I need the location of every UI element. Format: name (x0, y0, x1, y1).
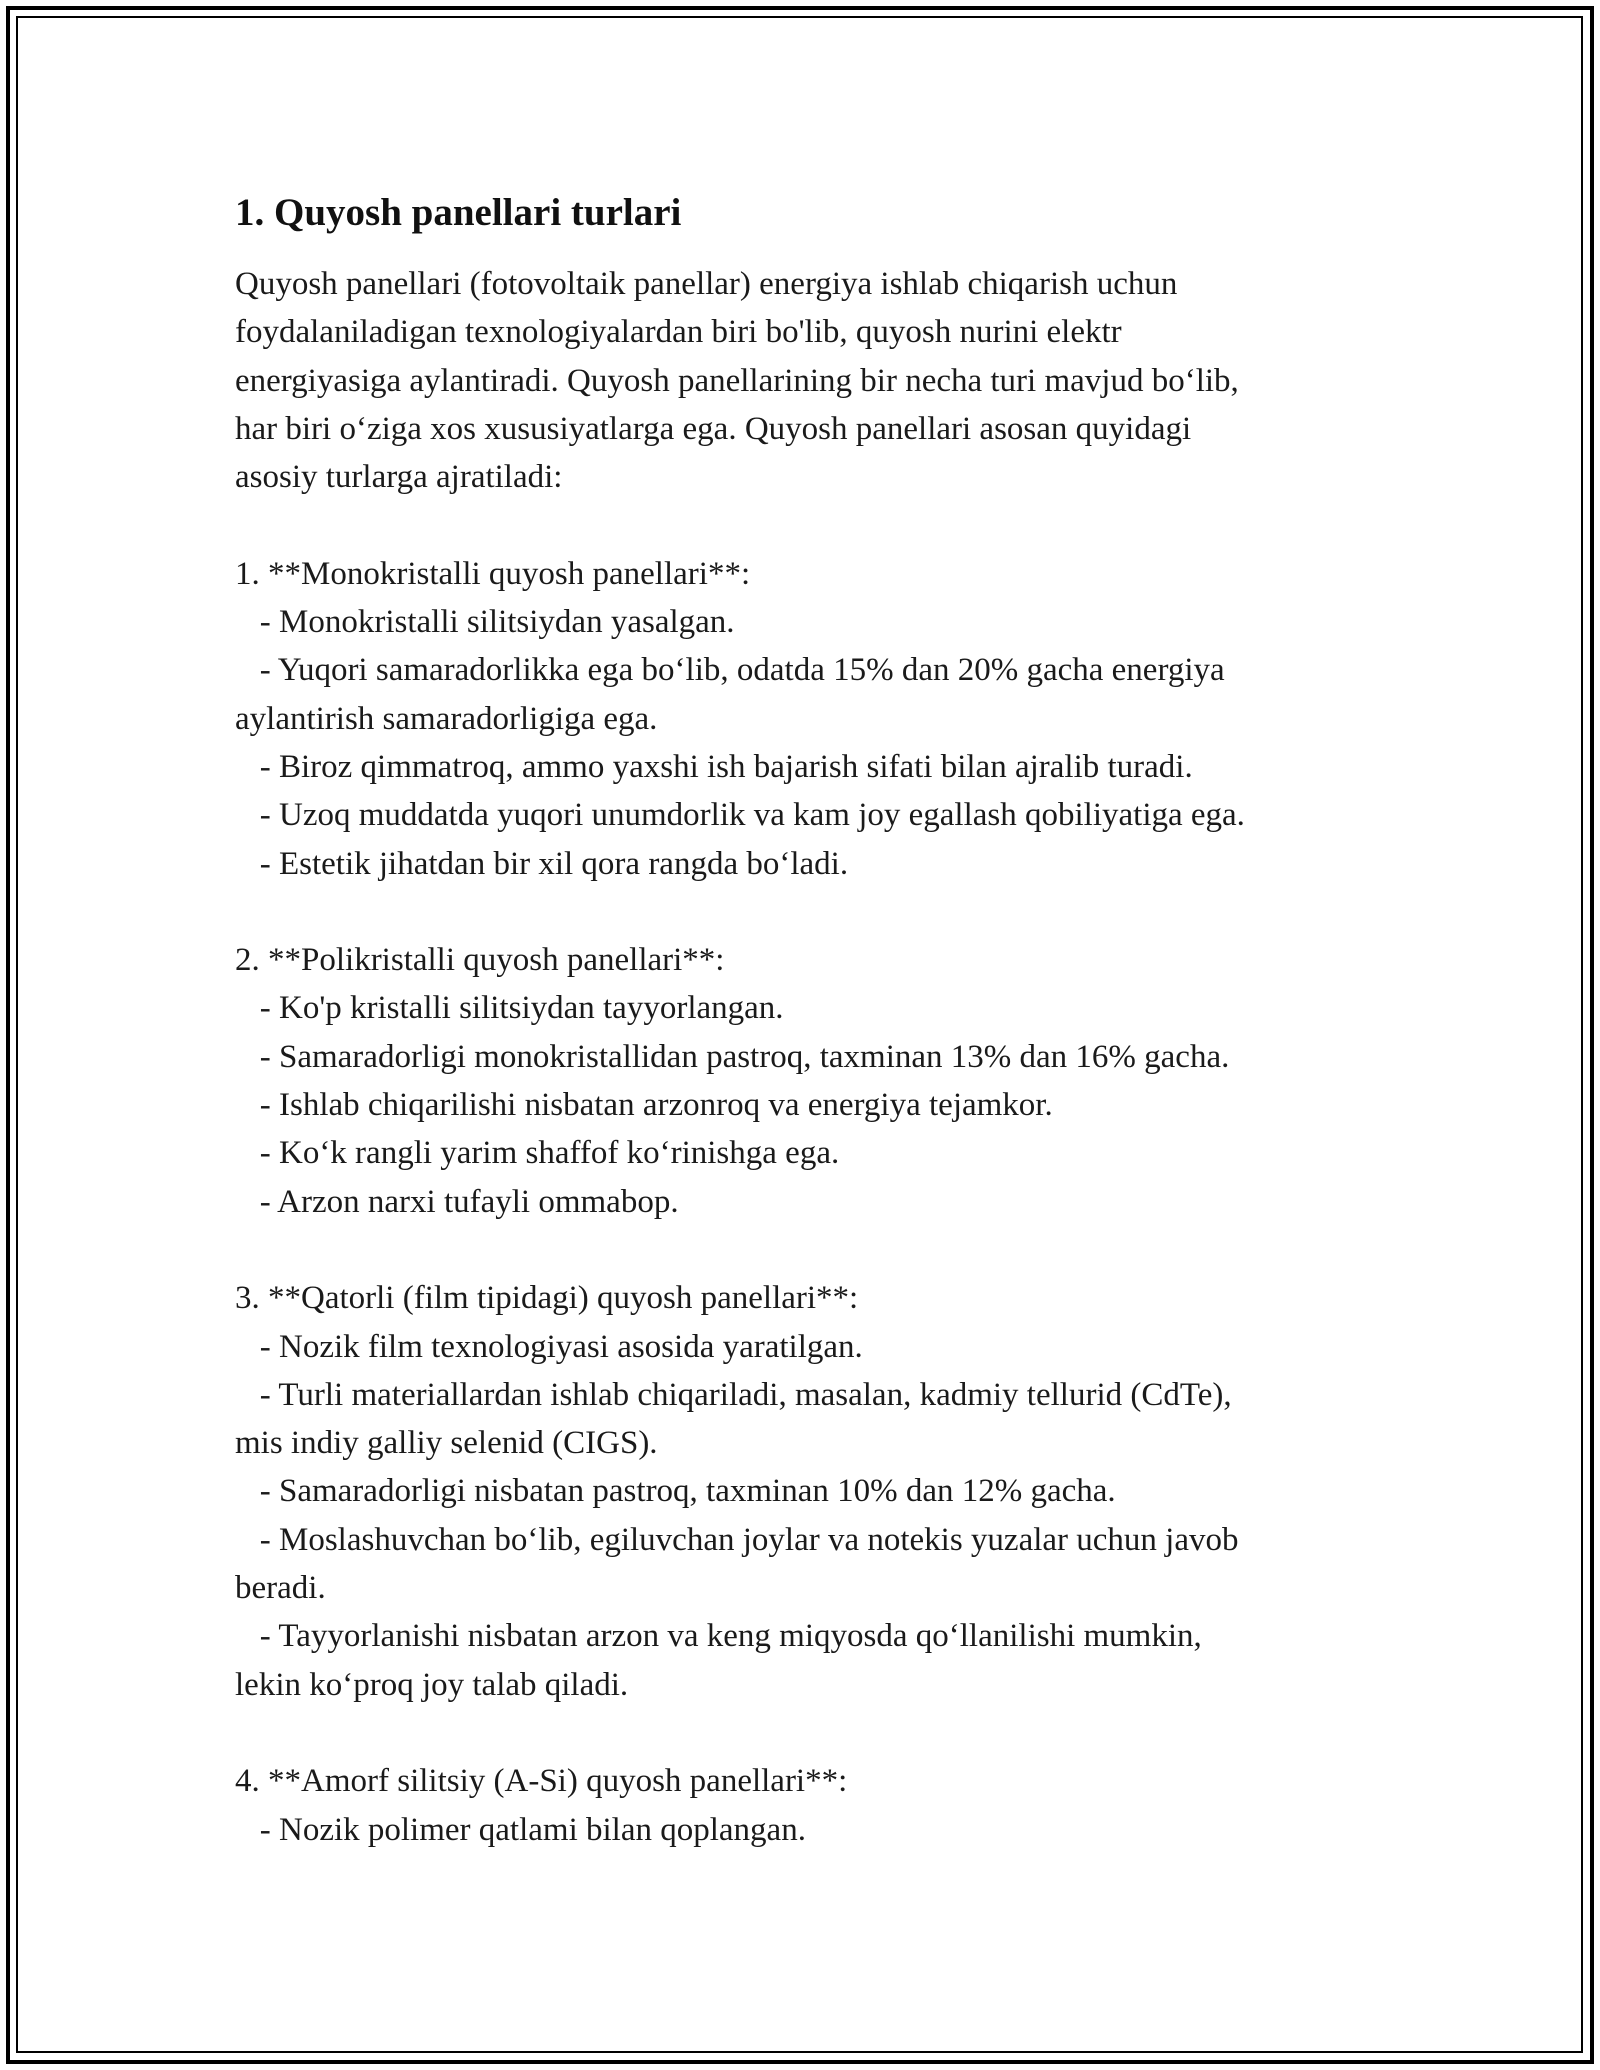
intro-line: Quyosh panellari (fotovoltaik panellar) energiya ishlab chiqarish uchun (235, 266, 1178, 302)
section-title: 3. **Qatorli (film tipidagi) quyosh panellari**: (235, 1280, 859, 1317)
list-item: - Moslashuvchan bo‘lib, egiluvchan joylar va notekis yuzalar uchun javob (235, 1521, 1239, 1558)
page-title: 1. Quyosh panellari turlari (235, 191, 682, 234)
intro-paragraph (235, 260, 1415, 501)
list-item: - Nozik polimer qatlami bilan qoplangan. (235, 1811, 806, 1848)
intro-line: har biri o‘ziga xos xususiyatlarga ega. Quyosh panellari asosan quyidagi (235, 410, 1192, 447)
section-monocrystalline (235, 550, 1415, 888)
list-item: - Nozik film texnologiyasi asosida yaratilgan. (235, 1328, 863, 1365)
spacer (235, 888, 1415, 936)
section-title: 4. **Amorf silitsiy (A-Si) quyosh panellari**: (235, 1763, 848, 1800)
list-item: - Monokristalli silitsiydan yasalgan. (235, 604, 735, 641)
list-item: mis indiy galliy selenid (CIGS). (235, 1425, 658, 1462)
list-item: aylantirish samaradorligiga ega. (235, 700, 658, 737)
list-item: - Arzon narxi tufayli ommabop. (235, 1183, 679, 1220)
document-body (235, 188, 1415, 1854)
list-item: - Estetik jihatdan bir xil qora rangda bo‘ladi. (235, 845, 849, 882)
intro-line: energiyasiga aylantiradi. Quyosh panellarining bir necha turi mavjud bo‘lib, (235, 362, 1239, 399)
intro-line: asosiy turlarga ajratiladi: (235, 459, 563, 496)
list-item: - Samaradorligi nisbatan pastroq, taxminan 10% dan 12% gacha. (235, 1473, 1116, 1510)
list-item: - Turli materiallardan ishlab chiqariladi, masalan, kadmiy tellurid (CdTe), (235, 1376, 1232, 1413)
spacer (235, 1709, 1415, 1757)
spacer (235, 1226, 1415, 1274)
list-item: beradi. (235, 1570, 326, 1607)
section-title: 1. **Monokristalli quyosh panellari**: (235, 555, 751, 592)
spacer (235, 501, 1415, 549)
list-item: - Yuqori samaradorlikka ega bo‘lib, odatda 15% dan 20% gacha energiya (235, 652, 1225, 689)
list-item: - Uzoq muddatda yuqori unumdorlik va kam joy egallash qobiliyatiga ega. (235, 797, 1245, 834)
section-thin-film (235, 1274, 1415, 1709)
section-polycrystalline (235, 936, 1415, 1226)
list-item: - Samaradorligi monokristallidan pastroq, taxminan 13% dan 16% gacha. (235, 1038, 1230, 1075)
intro-line: foydalaniladigan texnologiyalardan biri bo'lib, quyosh nurini elektr (235, 314, 1122, 351)
list-item: lekin ko‘proq joy talab qiladi. (235, 1666, 629, 1703)
list-item: - Ishlab chiqarilishi nisbatan arzonroq va energiya tejamkor. (235, 1087, 1053, 1124)
list-item: - Ko‘k rangli yarim shaffof ko‘rinishga ega. (235, 1135, 840, 1172)
list-item: - Biroz qimmatroq, ammo yaxshi ish bajarish sifati bilan ajralib turadi. (235, 748, 1193, 785)
list-item: - Tayyorlanishi nisbatan arzon va keng miqyosda qo‘llanilishi mumkin, (235, 1618, 1202, 1655)
section-amorphous-silicon (235, 1757, 1415, 1854)
section-title: 2. **Polikristalli quyosh panellari**: (235, 942, 725, 979)
list-item: - Ko'p kristalli silitsiydan tayyorlangan. (235, 990, 784, 1027)
